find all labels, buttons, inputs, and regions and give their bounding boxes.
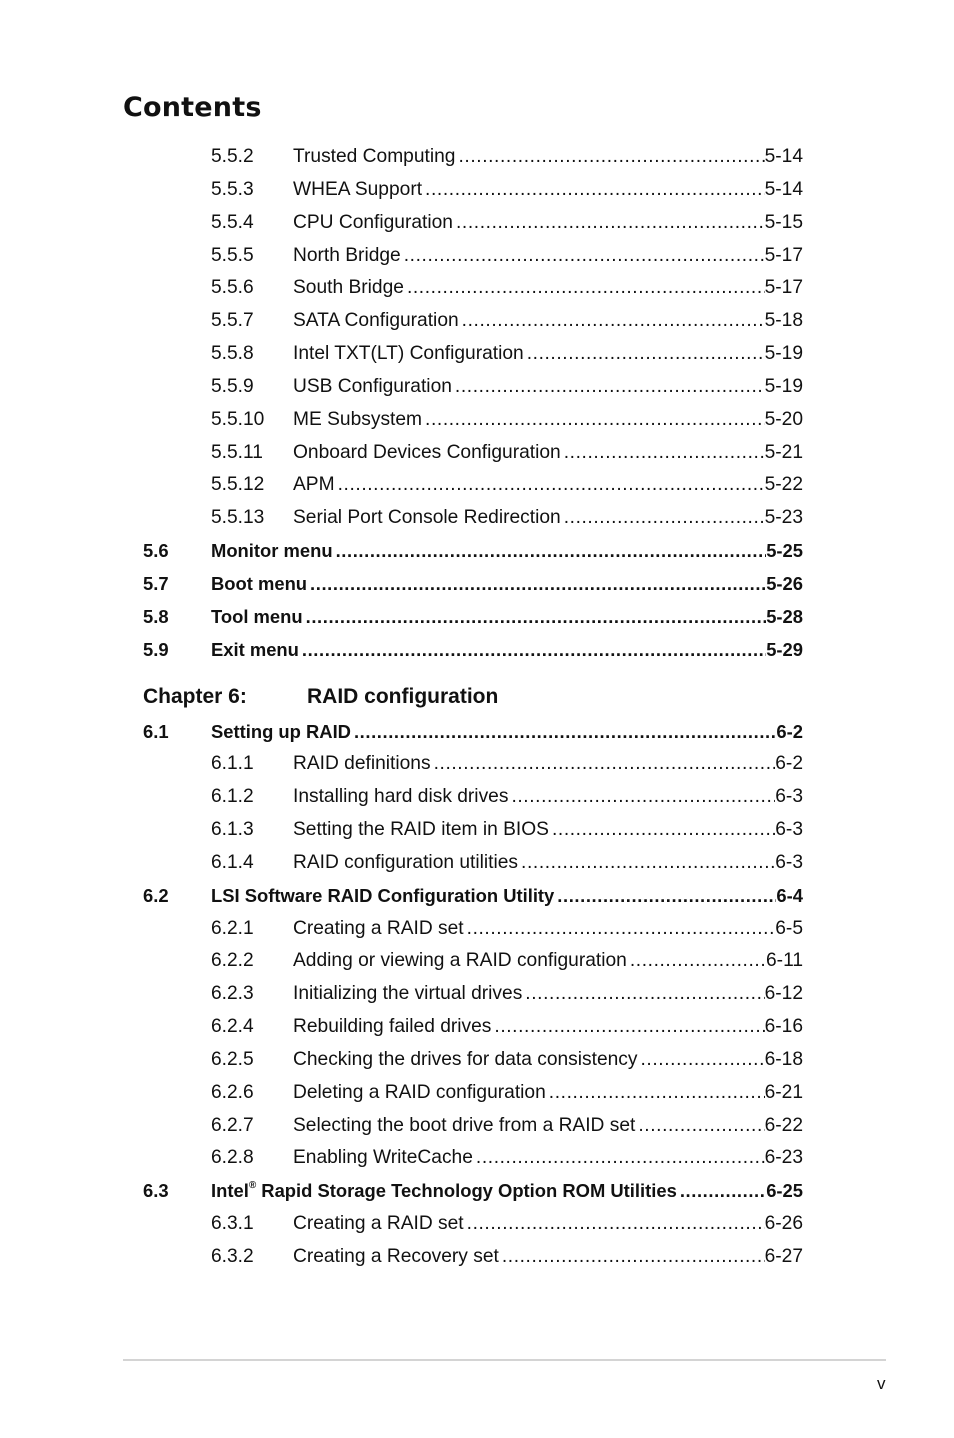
entry-title: Checking the drives for data consistency [293,1048,638,1070]
entry-title: Rebuilding failed drives [293,1016,492,1038]
dot-leader [422,174,765,207]
entry-number: 6.2.8 [211,1147,254,1169]
entry-title-group [293,1077,546,1110]
entry-line [293,913,803,946]
entry-number: 6.2.7 [211,1114,254,1136]
toc-section-entry[interactable] [0,535,954,568]
entry-title-rest: Rapid Storage Technology Option ROM Utilities [256,1180,677,1202]
toc-subsection-entry[interactable] [0,913,954,946]
entry-title: SATA Configuration [293,310,459,332]
entry-line [293,338,803,371]
entry-page: 5-14 [764,178,803,200]
entry-title-group [293,847,518,880]
toc-subsection-entry[interactable] [0,272,954,305]
entry-page: 5-25 [766,540,803,562]
entry-title-group [211,535,333,568]
entry-title-group [293,174,422,207]
entry-line [293,437,803,470]
entry-page: 6-26 [764,1213,803,1235]
dot-leader [455,141,764,174]
entry-title-group [211,716,351,749]
entry-page: 6-18 [764,1048,803,1070]
entry-number: 6.1 [143,720,169,742]
entry-line [293,469,803,502]
entry-title-group [293,1142,473,1175]
entry-page: 6-2 [776,720,803,742]
entry-number: 6.2 [143,884,169,906]
entry-number: 5.5.4 [211,211,254,233]
entry-title: Setting the RAID item in BIOS [293,819,549,841]
entry-title: Boot menu [211,572,308,594]
entry-page: 6-3 [775,786,803,808]
entry-title: Creating a Recovery set [293,1246,499,1267]
entry-page: 5-20 [764,408,803,430]
entry-number: 6.2.2 [211,950,254,972]
footer-divider [123,1359,886,1361]
entry-line [211,634,803,667]
entry-number: 6.2.6 [211,1081,254,1103]
entry-line [211,601,803,634]
entry-title-group [293,371,452,404]
entry-title-group [293,748,431,781]
entry-line [211,535,803,568]
toc-subsection-entry[interactable] [0,1241,954,1274]
entry-title: WHEA Support [293,178,423,200]
entry-page: 5-28 [766,605,803,627]
entry-line [293,945,803,978]
entry-line [293,174,803,207]
toc-section-entry[interactable] [0,568,954,601]
entry-title-group [293,207,453,240]
toc-section-entry[interactable] [0,634,954,667]
toc-subsection-entry[interactable] [0,174,954,207]
entry-number: 6.1.3 [211,819,254,841]
dot-leader [561,502,765,535]
toc-section-entry[interactable] [0,716,954,749]
entry-number: 5.5.5 [211,244,254,266]
toc-subsection-entry[interactable] [0,847,954,880]
dot-leader [499,1241,765,1274]
entry-title: Tool menu [211,605,303,627]
entry-title: Monitor menu [211,540,333,562]
entry-title-group [211,1175,677,1208]
entry-title-group [293,502,561,535]
entry-number: 5.5.10 [211,408,265,430]
dot-leader [299,634,766,667]
entry-page: 5-17 [764,244,803,266]
entry-page: 5-15 [764,211,803,233]
dot-leader [404,272,765,305]
dot-leader [524,338,765,371]
dot-leader [491,1011,764,1044]
dot-leader [464,1208,765,1241]
entry-title: Onboard Devices Configuration [293,441,561,463]
entry-title: Creating a RAID set [293,917,464,939]
entry-title-group [293,814,549,847]
dot-leader [473,1142,765,1175]
entry-number: 5.5.2 [211,146,254,167]
entry-line [293,305,803,338]
entry-title: North Bridge [293,244,401,266]
entry-line [293,1110,803,1143]
entry-title-group [211,601,303,634]
toc-subsection-entry[interactable] [0,207,954,240]
entry-number: 6.1.1 [211,753,254,775]
toc-subsection-entry[interactable] [0,469,954,502]
entry-line [211,716,803,749]
entry-title-group [293,338,524,371]
dot-leader [677,1175,766,1208]
dot-leader [303,601,767,634]
entry-page: 6-12 [764,983,803,1005]
entry-title: CPU Configuration [293,211,453,233]
entry-title-group [293,305,459,338]
entry-title: South Bridge [293,277,404,299]
entry-number: 5.5.11 [211,441,263,463]
entry-number: 5.5.8 [211,343,254,365]
entry-title-group [211,880,554,913]
entry-number: 5.8 [143,605,169,627]
toc-subsection-entry[interactable] [0,814,954,847]
table-of-contents [0,141,954,1274]
page-number: v [877,1374,886,1393]
dot-leader [335,469,765,502]
entry-number: 6.2.5 [211,1048,254,1070]
entry-number: 6.3.2 [211,1246,254,1267]
entry-line [293,978,803,1011]
entry-line [293,404,803,437]
entry-title-group [293,1044,638,1077]
entry-line [293,847,803,880]
dot-leader [638,1044,765,1077]
entry-title-group [293,781,508,814]
entry-title-group [293,1208,464,1241]
toc-section-entry[interactable] [0,601,954,634]
dot-leader [452,371,765,404]
entry-page: 5-22 [764,474,803,496]
entry-title: Trusted Computing [293,146,456,167]
page-title: Contents [123,92,262,123]
toc-subsection-entry[interactable] [0,305,954,338]
entry-page: 5-29 [766,638,803,660]
entry-number: 6.3.1 [211,1213,254,1235]
entry-line [211,880,803,913]
entry-title-group [293,240,401,273]
toc-section-entry[interactable] [0,880,954,913]
entry-number: 6.2.4 [211,1016,254,1038]
entry-title-group [293,945,627,978]
toc-subsection-entry[interactable] [0,781,954,814]
toc-subsection-entry[interactable] [0,1011,954,1044]
entry-line [293,781,803,814]
entry-line [293,207,803,240]
entry-page: 5-21 [764,441,803,463]
dot-leader [508,781,775,814]
dot-leader [518,847,775,880]
entry-line [293,1077,803,1110]
toc-subsection-entry[interactable] [0,748,954,781]
dot-leader [464,913,776,946]
chapter-heading [0,667,954,716]
entry-page: 6-3 [775,851,803,873]
dot-leader [351,716,776,749]
entry-title: Serial Port Console Redirection [293,507,561,529]
entry-page: 6-11 [766,950,803,972]
entry-number: 6.2.3 [211,983,254,1005]
entry-page: 6-5 [775,917,803,939]
entry-page: 6-27 [764,1246,803,1267]
entry-title-group [293,1110,635,1143]
entry-page: 6-3 [775,819,803,841]
entry-title: USB Configuration [293,375,452,397]
entry-title-group [211,568,307,601]
entry-title-group [293,272,404,305]
dot-leader [422,404,765,437]
toc-subsection-entry[interactable] [0,502,954,535]
entry-number: 5.5.6 [211,277,254,299]
toc-subsection-entry[interactable] [0,240,954,273]
dot-leader [627,945,766,978]
entry-page: 6-4 [776,884,803,906]
entry-title-group [293,437,561,470]
entry-title: RAID configuration utilities [293,851,519,873]
entry-title-group [293,141,455,174]
entry-line [293,814,803,847]
dot-leader [333,535,767,568]
entry-title-group [293,469,335,502]
entry-page: 5-23 [764,507,803,529]
entry-number: 6.1.2 [211,786,254,808]
entry-number: 6.3 [143,1180,169,1202]
entry-number: 6.2.1 [211,917,254,939]
entry-line [293,1142,803,1175]
entry-page: 5-19 [764,343,803,365]
entry-title: Installing hard disk drives [293,786,509,808]
entry-title: Deleting a RAID configuration [293,1081,546,1103]
entry-line [293,272,803,305]
entry-line [293,502,803,535]
toc-subsection-entry[interactable] [0,338,954,371]
toc-section-entry[interactable] [0,1175,954,1208]
entry-page: 6-21 [764,1081,803,1103]
entry-title: Initializing the virtual drives [293,983,523,1005]
entry-title-group [293,1011,491,1044]
entry-page: 6-2 [775,753,803,775]
entry-title: Setting up RAID [211,720,351,742]
entry-line [293,240,803,273]
dot-leader [401,240,765,273]
toc-subsection-entry[interactable] [0,1142,954,1175]
toc-subsection-entry[interactable] [0,404,954,437]
toc-subsection-entry[interactable] [0,141,954,174]
toc-subsection-entry[interactable] [0,1208,954,1241]
registered-mark: ® [248,1180,257,1192]
entry-line [293,1208,803,1241]
entry-title-group [293,978,522,1011]
entry-number: 5.7 [143,572,169,594]
entry-title: Intel [211,1180,249,1202]
dot-leader [549,814,775,847]
entry-number: 5.5.9 [211,375,254,397]
entry-title: Creating a RAID set [293,1213,464,1235]
entry-title: Exit menu [211,638,299,660]
entry-title: Intel TXT(LT) Configuration [293,343,524,365]
entry-line [293,1044,803,1077]
entry-line [293,748,803,781]
entry-line [293,141,803,174]
entry-title: Selecting the boot drive from a RAID set [293,1114,636,1136]
dot-leader [561,437,765,470]
entry-number: 5.5.13 [211,507,265,529]
entry-number: 5.9 [143,638,169,660]
dot-leader [554,880,776,913]
entry-page: 6-22 [764,1114,803,1136]
dot-leader [522,978,764,1011]
entry-page: 6-23 [764,1147,803,1169]
entry-page: 6-16 [764,1016,803,1038]
entry-title-group [293,404,422,437]
entry-title-group [293,913,464,946]
entry-title: APM [293,474,335,496]
entry-page: 5-17 [764,277,803,299]
entry-title-group [293,1241,499,1274]
entry-number: 5.5.3 [211,178,254,200]
dot-leader [635,1110,764,1143]
entry-line [293,1241,803,1274]
entry-page: 5-19 [764,375,803,397]
entry-line [293,1011,803,1044]
entry-line [211,568,803,601]
dot-leader [546,1077,765,1110]
entry-title: Enabling WriteCache [293,1147,473,1169]
entry-title: RAID definitions [293,753,431,775]
toc-subsection-entry[interactable] [0,978,954,1011]
entry-line [293,371,803,404]
dot-leader [307,568,766,601]
entry-line [211,1175,803,1208]
entry-title-group [211,634,299,667]
toc-subsection-entry[interactable] [0,1077,954,1110]
entry-page: 5-26 [766,572,803,594]
entry-title: ME Subsystem [293,408,423,430]
toc-subsection-entry[interactable] [0,437,954,470]
entry-page: 5-14 [764,146,803,167]
toc-subsection-entry[interactable] [0,1044,954,1077]
chapter-number: Chapter 6: [143,684,247,708]
toc-subsection-entry[interactable] [0,1110,954,1143]
dot-leader [459,305,765,338]
entry-title: Adding or viewing a RAID configuration [293,950,627,972]
dot-leader [453,207,765,240]
entry-page: 5-18 [764,310,803,332]
chapter-title: RAID configuration [307,684,499,708]
dot-leader [431,748,776,781]
toc-subsection-entry[interactable] [0,945,954,978]
entry-page: 6-25 [766,1180,803,1202]
entry-number: 6.1.4 [211,851,254,873]
toc-subsection-entry[interactable] [0,371,954,404]
entry-number: 5.5.7 [211,310,254,332]
entry-number: 5.5.12 [211,474,265,496]
entry-number: 5.6 [143,540,169,562]
entry-title: LSI Software RAID Configuration Utility [211,884,555,906]
